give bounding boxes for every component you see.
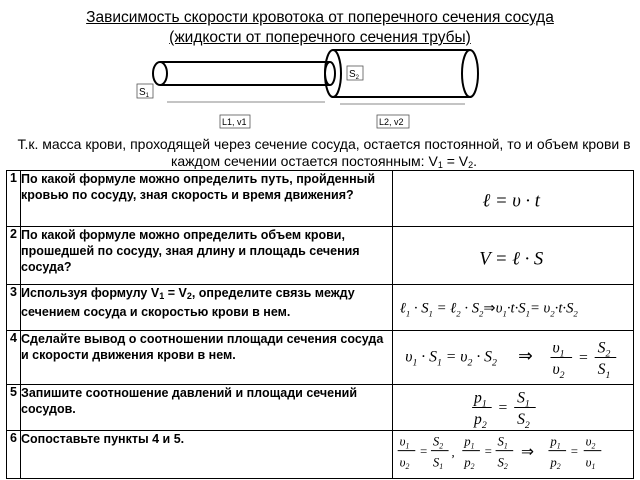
svg-text:υ2: $\upsilon_2$	[552, 361, 565, 382]
svg-text:p1: $p_1$	[550, 434, 561, 451]
svg-text:V = ℓ · S: V = ℓ · S	[478, 248, 543, 270]
row-number: 1	[7, 171, 21, 227]
table-row	[7, 385, 634, 431]
label-s1: $S_1$	[139, 87, 150, 99]
row-number: 2	[7, 227, 21, 285]
row-number: 4	[7, 331, 21, 385]
intro-text: Т.к. масса крови, проходящей через сечение сосуда, остается постоянной, то и объем крови в каждом сечении остается постоянным: $V_1 = V_2$.	[17, 136, 631, 170]
svg-text:=: =	[418, 444, 428, 459]
svg-text:=: =	[569, 444, 579, 459]
formula-cell	[392, 385, 633, 431]
svg-text:S2: $S_2$	[432, 434, 443, 451]
formula-cell	[392, 331, 633, 385]
row-number: 6	[7, 431, 21, 479]
question-text: Сопоставьте пункты 4 и 5.	[21, 431, 393, 479]
formula-cell	[392, 227, 633, 285]
table-row	[7, 331, 634, 385]
formula-conclusion	[393, 331, 633, 384]
svg-text:ℓ1 · S1 = ℓ2 · S2⇒υ1·t·S1= υ2·: ℓ$_1$ · $S_1$ = ℓ$_2$ · $S_2\Rightarrow\upsilon_1\cdot t\cdot S_1= \upsilon_2\cdot t\cdot S_2$	[399, 300, 578, 319]
svg-text:⇒: ⇒	[520, 443, 534, 461]
svg-text:υ2: $\upsilon_2$	[399, 455, 409, 472]
row-number: 5	[7, 385, 21, 431]
formula-pressure	[393, 385, 633, 430]
formula-relation	[393, 285, 633, 330]
formula-comparison	[393, 431, 633, 478]
svg-text:,: ,	[451, 445, 455, 460]
svg-text:S2: $S_2$	[497, 455, 508, 472]
formula-volume	[393, 227, 633, 284]
row-number: 3	[7, 285, 21, 331]
svg-text:p2: $p_2$	[473, 411, 487, 430]
svg-text:υ1: $\upsilon_1$	[585, 455, 596, 472]
svg-text:p2: $p_2$	[463, 455, 475, 472]
label-s2: $S_2$	[349, 69, 360, 81]
svg-text:S1: $S_1$	[432, 455, 443, 472]
svg-text:p1: $p_1$	[473, 389, 487, 410]
page-subtitle: (жидкости от поперечного сечения трубы)	[169, 29, 471, 46]
svg-text:=: =	[497, 399, 508, 417]
table-row	[7, 171, 634, 227]
svg-text:υ1: $\upsilon_1$	[552, 339, 565, 360]
question-text: По какой формуле можно определить объем крови, прошедшей по сосуду, зная длину и площадь сечения сосуда?	[21, 227, 393, 285]
table-row	[7, 227, 634, 285]
label-l2v2: L2, v2	[379, 117, 404, 127]
svg-text:S1: $S_1$	[597, 361, 610, 382]
pipe-diagram	[125, 48, 495, 134]
label-l1v1: L1, v1	[222, 117, 247, 127]
svg-text:S2: $S_2$	[597, 339, 610, 360]
formula-cell	[392, 431, 633, 479]
question-text: Сделайте вывод о соотношении площади сечения сосуда и скорости движения крови в нем.	[21, 331, 393, 385]
narrow-tube	[160, 63, 330, 83]
svg-text:=: =	[483, 444, 493, 459]
formula-cell	[392, 171, 633, 227]
svg-text:p1: $p_1$	[463, 434, 475, 451]
svg-text:υ1: $\upsilon_1$	[399, 434, 409, 451]
svg-text:p2: $p_2$	[550, 455, 561, 472]
svg-text:υ2: $\upsilon_2$	[585, 434, 596, 451]
svg-text:=: =	[577, 349, 589, 367]
svg-text:S1: $S_1$	[497, 434, 508, 451]
svg-text:S1: $S_1$	[516, 389, 530, 410]
question-text: Используя формулу $V_1 = V_2$, определите связь между сечением сосуда и скоростью крови в нем.	[21, 285, 393, 331]
page-title: Зависимость скорости кровотока от поперечного сечения сосуда	[86, 9, 554, 26]
table-row	[7, 285, 634, 331]
wide-tube-end	[462, 50, 478, 97]
narrow-tube-end	[153, 62, 167, 85]
questions-table	[6, 170, 634, 479]
svg-text:υ1 · S1 = υ2 · S2: $\upsilon_1 \cdot S_1 = \upsilon_2 \cdot S_2$	[404, 348, 497, 369]
question-text: Запишите соотношение давлений и площади сечений сосудов.	[21, 385, 393, 431]
svg-text:ℓ = υ · t: ℓ = υ · t	[482, 190, 540, 212]
question-text: По какой формуле можно определить путь, пройденный кровью по сосуду, зная скорость и время движения?	[21, 171, 393, 227]
formula-cell	[392, 285, 633, 331]
table-row	[7, 431, 634, 479]
svg-text:S2: $S_2$	[516, 411, 530, 430]
formula-path	[393, 171, 633, 226]
svg-text:⇒: ⇒	[517, 345, 533, 366]
